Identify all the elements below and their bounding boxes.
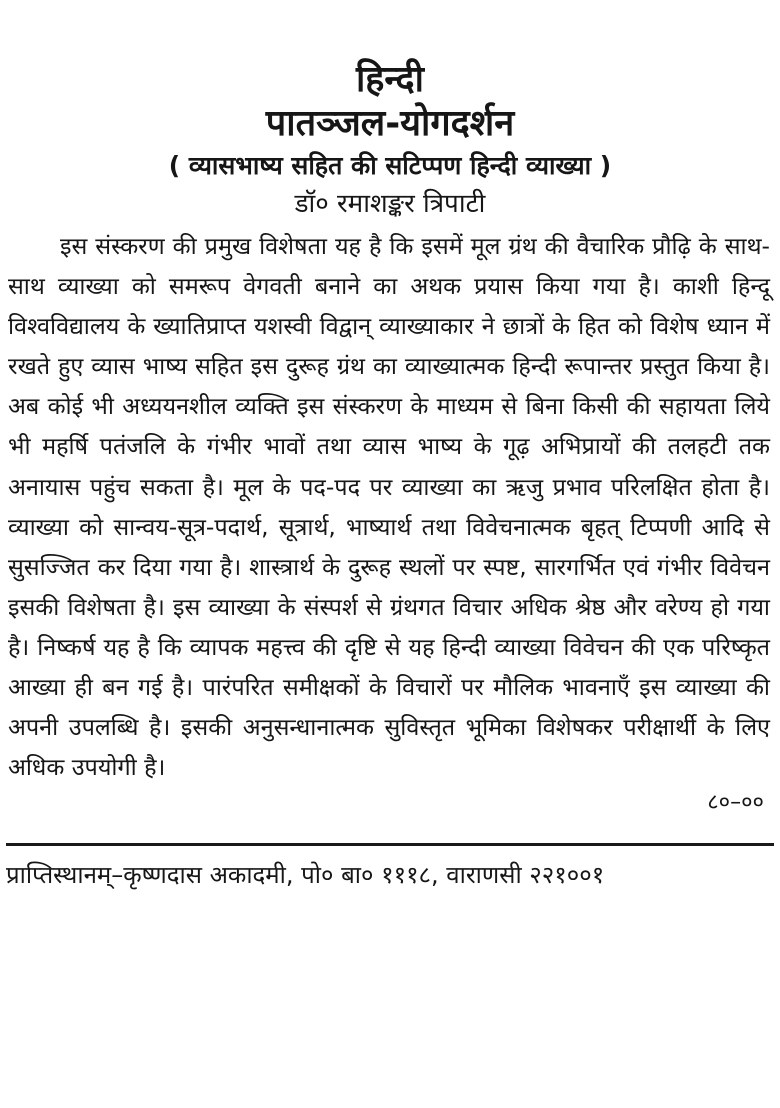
description-paragraph: इस संस्करण की प्रमुख विशेषता यह है कि इसमें मूल ग्रंथ की वैचारिक प्रौढ़ि के साथ-साथ व्याख्या को समरूप वेगवती बनाने का अथक प्रयास किया गया है। काशी हिन्दू विश्वविद्यालय के ख्यातिप्राप्त यशस्वी विद्वान् व्याख्याकार ने छात्रों के हित को विशेष ध्यान में रखते हुए व्यास भाष्य सहित इस दुरूह ग्रंथ का व्याख्यात्मक हिन्दी रूपान्तर प्रस्तुत किया है। अब कोई भी अध्ययनशील व्यक्ति इस संस्करण के माध्यम से बिना किसी की सहायता लिये भी महर्षि पतंजलि के गंभीर भावों तथा व्यास भाष्य के गूढ़ अभिप्रायों की तलहटी तक अनायास पहुंच सकता है। मूल के पद-पद पर व्याख्या का ऋजु प्रभाव परिलक्षित होता है। व्याख्या को सान्वय-सूत्र-पदार्थ, सूत्रार्थ, भाष्यार्थ तथा विवेचनात्मक बृहत् टिप्पणी आदि से सुसज्जित कर दिया गया है। शास्त्रार्थ के दुरूह स्थलों पर स्पष्ट, सारगर्भित एवं गंभीर विवेचन इसकी विशेषता है। इस व्याख्या के संस्पर्श से ग्रंथगत विचार अधिक श्रेष्ठ और वरेण्य हो गया है। निष्कर्ष यह है कि व्यापक महत्त्व की दृष्टि से यह हिन्दी व्याख्या विवेचन की एक परिष्कृत आख्या ही बन गई है। पारंपरित समीक्षकों के विचारों पर मौलिक भावनाएँ इस व्याख्या की अपनी उपलब्धि है। इसकी अनुसन्धानात्मक सुविस्तृत भूमिका विशेषकर परीक्षार्थी के लिए अधिक उपयोगी है। xyxy=(8,232,770,782)
divider-rule xyxy=(6,843,774,846)
book-title: पातञ्जल-योगदर्शन xyxy=(265,103,515,144)
price-label: ८०–०० xyxy=(707,790,764,816)
publisher-address: प्राप्तिस्थानम्–कृष्णदास अकादमी, पो० बा० १११८, वाराणसी २२१००१ xyxy=(6,861,605,890)
title-language: हिन्दी xyxy=(355,59,424,100)
book-subtitle: ( व्यासभाष्य सहित की सटिप्पण हिन्दी व्याख्या ) xyxy=(168,151,612,180)
author-name: डॉ० रमाशङ्कर त्रिपाटी xyxy=(294,189,486,219)
